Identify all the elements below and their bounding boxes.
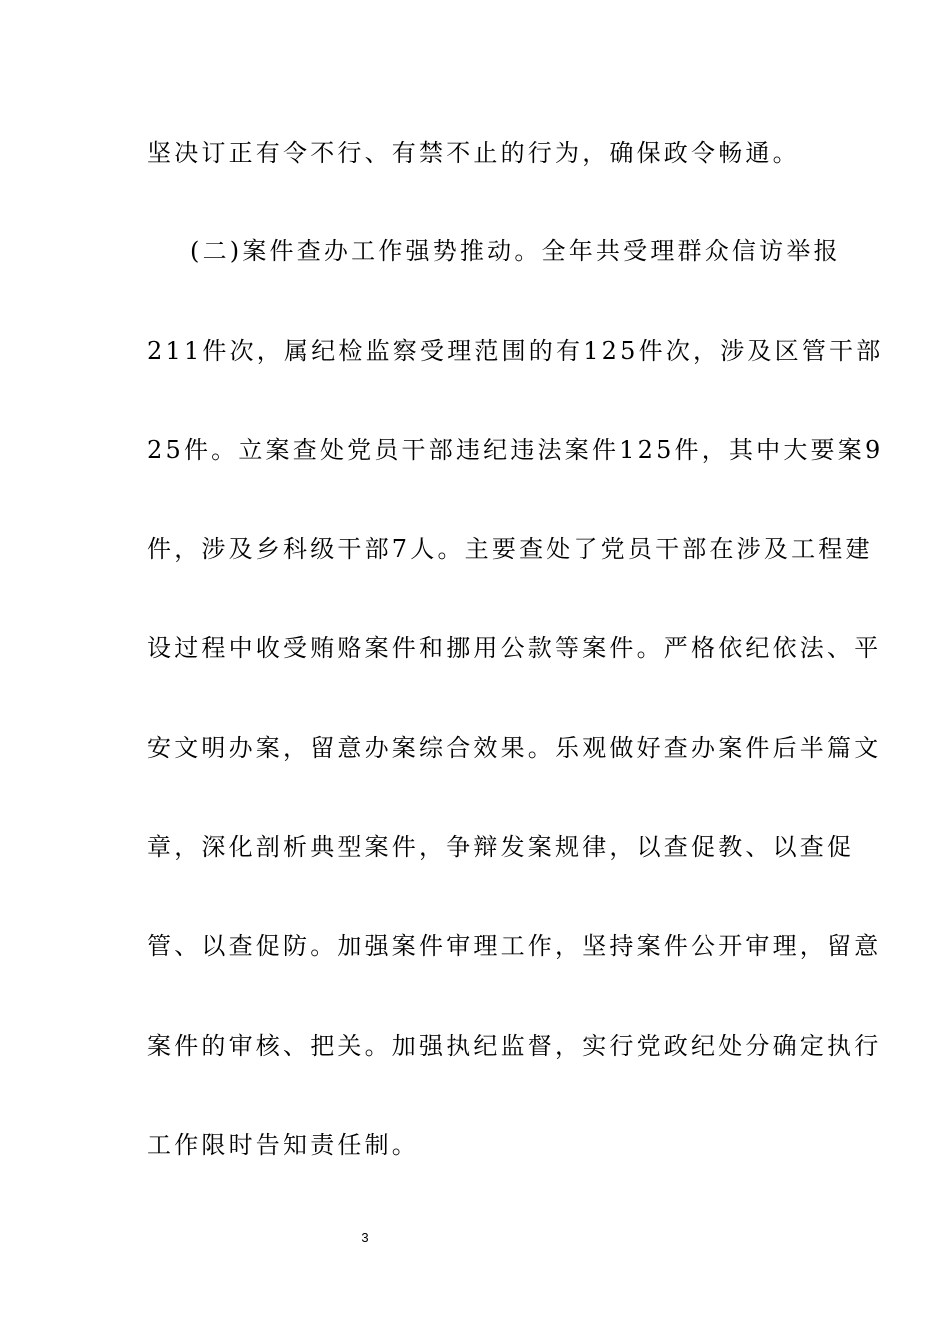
paragraph-line: 设过程中收受贿赂案件和挪用公款等案件。严格依纪依法、平 bbox=[147, 634, 882, 662]
paragraph-line: 件，涉及乡科级干部7人。主要查处了党员干部在涉及工程建 bbox=[147, 535, 873, 563]
page-number: 3 bbox=[361, 1230, 369, 1245]
paragraph-line: 安文明办案，留意办案综合效果。乐观做好查办案件后半篇文 bbox=[147, 734, 882, 762]
paragraph-line: 坚决订正有令不行、有禁不止的行为，确保政令畅通。 bbox=[147, 139, 800, 167]
paragraph-line: 211件次，属纪检监察受理范围的有125件次，涉及区管干部 bbox=[147, 337, 884, 365]
paragraph-line: 管、以查促防。加强案件审理工作，坚持案件公开审理，留意 bbox=[147, 932, 882, 960]
paragraph-line: 工作限时告知责任制。 bbox=[147, 1131, 419, 1159]
paragraph-line: 案件的审核、把关。加强执纪监督，实行党政纪处分确定执行 bbox=[147, 1032, 882, 1060]
paragraph-line: 章，深化剖析典型案件，争辩发案规律，以查促教、以查促 bbox=[147, 833, 855, 861]
paragraph-line: 25件。立案查处党员干部违纪违法案件125件，其中大要案9 bbox=[147, 436, 884, 464]
paragraph-heading-line: (二)案件查办工作强势推动。全年共受理群众信访举报 bbox=[190, 237, 841, 265]
